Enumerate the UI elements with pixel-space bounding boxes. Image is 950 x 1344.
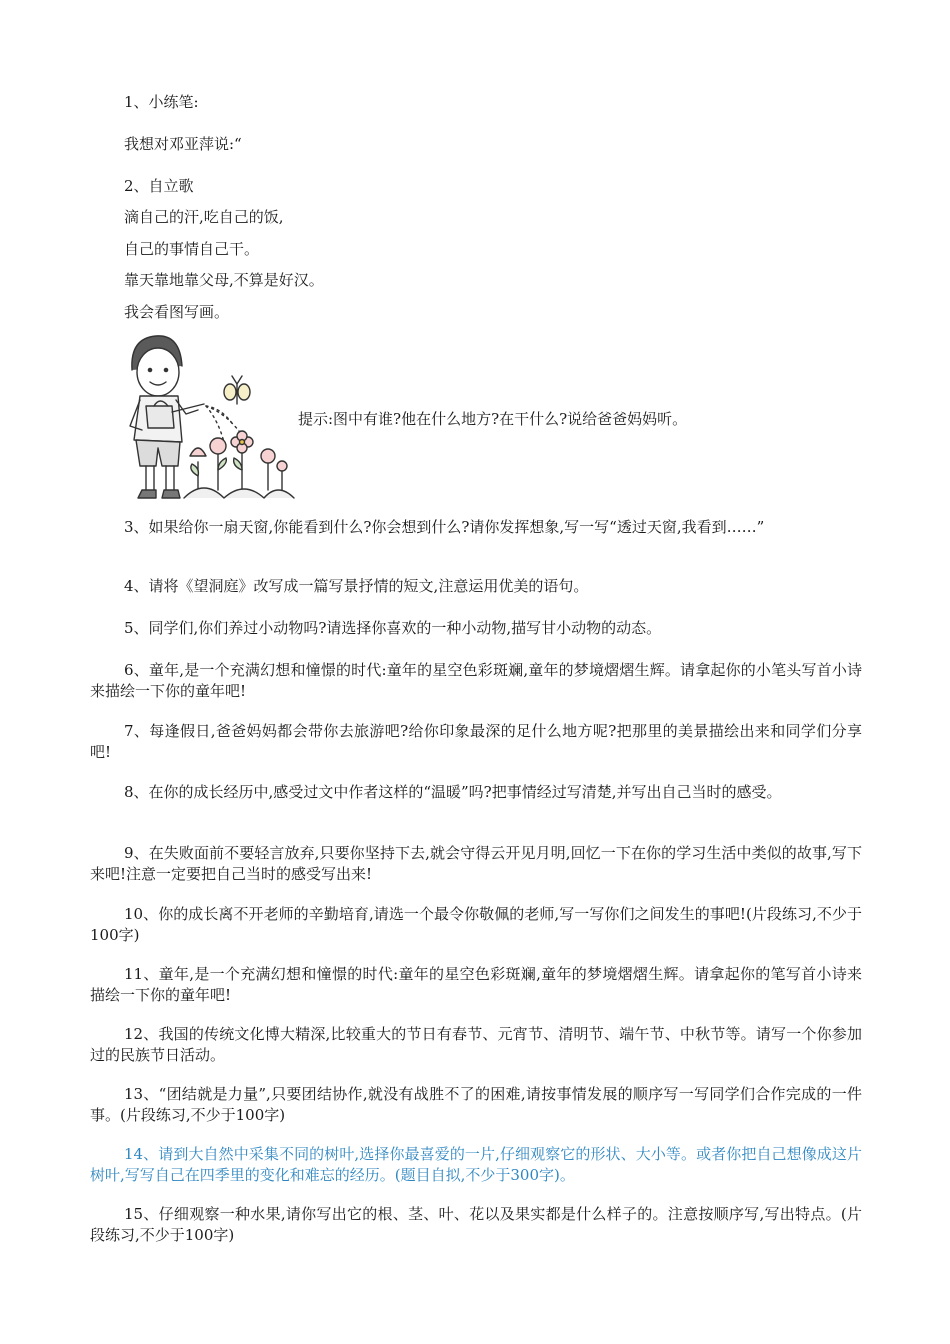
item-4: 4、请将《望洞庭》改写成一篇写景抒情的短文,注意运用优美的语句。 bbox=[124, 577, 589, 595]
poem-line-3: 靠天靠地靠父母,不算是好汉。 bbox=[124, 271, 324, 289]
item-13: 13、“团结就是力量”,只要团结协作,就没有战胜不了的困难,请按事情发展的顺序写一写同学们合作完成的一件事。(片段练习,不少于100字) bbox=[90, 1085, 862, 1124]
item-11: 11、童年,是一个充满幻想和憧憬的时代:童年的星空色彩斑斓,童年的梦境熠熠生辉。请拿起你的笔写首小诗来描绘一下你的童年吧! bbox=[90, 965, 862, 1004]
boy-watering-flowers-illustration bbox=[118, 330, 296, 506]
item-3: 3、如果给你一扇天窗,你能看到什么?你会想到什么?请你发挥想象,写一写“透过天窗,我看到……” bbox=[124, 518, 765, 536]
item-12: 12、我国的传统文化博大精深,比较重大的节日有春节、元宵节、清明节、端午节、中秋节等。请写一个你参加过的民族节日活动。 bbox=[90, 1025, 862, 1064]
item-1-title: 1、小练笔: bbox=[124, 93, 199, 111]
draw-title: 我会看图写画。 bbox=[124, 303, 230, 321]
poem-line-2: 自己的事情自己干。 bbox=[124, 240, 260, 258]
poem-line-1: 滴自己的汗,吃自己的饭, bbox=[124, 208, 284, 226]
item-5: 5、同学们,你们养过小动物吗?请选择你喜欢的一种小动物,描写甘小动物的动态。 bbox=[124, 619, 662, 637]
item-14: 14、请到大自然中采集不同的树叶,选择你最喜爱的一片,仔细观察它的形状、大小等。或者你把自己想像成这片树叶,写写自己在四季里的变化和难忘的经历。(题目自拟,不少于300字)。 bbox=[90, 1145, 862, 1184]
item-9: 9、在失败面前不要轻言放弃,只要你坚持下去,就会守得云开见月明,回忆一下在你的学习生活中类似的故事,写下来吧!注意一定要把自己当时的感受写出来! bbox=[90, 844, 862, 883]
item-10: 10、你的成长离不开老师的辛勤培育,请选一个最令你敬佩的老师,写一写你们之间发生的事吧!(片段练习,不少于100字) bbox=[90, 905, 862, 944]
item-6: 6、童年,是一个充满幻想和憧憬的时代:童年的星空色彩斑斓,童年的梦境熠熠生辉。请拿起你的小笔头写首小诗来描绘一下你的童年吧! bbox=[90, 661, 862, 700]
item-15: 15、仔细观察一种水果,请你写出它的根、茎、叶、花以及果实都是什么样子的。注意按顺序写,写出特点。(片段练习,不少于100字) bbox=[90, 1205, 862, 1244]
item-2-title: 2、自立歌 bbox=[124, 177, 194, 195]
item-7: 7、每逢假日,爸爸妈妈都会带你去旅游吧?给你印象最深的足什么地方呢?把那里的美景描绘出来和同学们分享吧! bbox=[90, 722, 862, 761]
item-1-prompt: 我想对邓亚萍说:“ bbox=[124, 135, 242, 153]
illustration-hint: 提示:图中有谁?他在什么地方?在干什么?说给爸爸妈妈听。 bbox=[298, 410, 688, 428]
item-8: 8、在你的成长经历中,感受过文中作者这样的“温暖”吗?把事情经过写清楚,并写出自己当时的感受。 bbox=[124, 783, 782, 801]
